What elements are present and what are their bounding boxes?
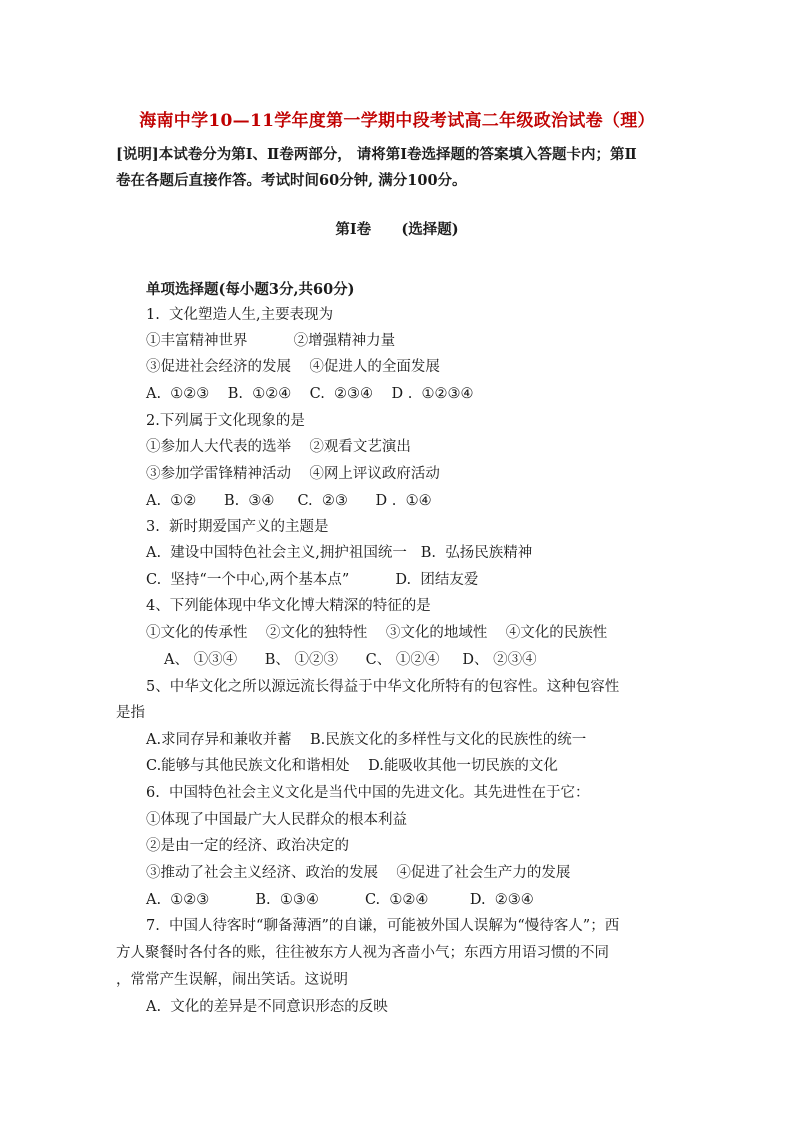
q7-stem-1: 7. 中国人待客时“聊备薄酒”的自谦，可能被外国人误解为“慢待客人”；西 [146,918,620,934]
q5-choices-2: C.能够与其他民族文化和谐相处 D.能吸收其他一切民族的文化 [146,758,558,774]
page-title: 海南中学10—11学年度第一学期中段考试高二年级政治试卷（理） [139,111,655,131]
q6-options-2: ②是由一定的经济、政治决定的 [146,838,349,854]
instructions-line-2: 卷在各题后直接作答。考试时间60分钟, 满分100分。 [116,172,467,189]
q2-choices: A. ①② B. ③④ C. ②③ D . ①④ [146,493,432,509]
instructions-line-1: [说明]本试卷分为第Ⅰ、Ⅱ卷两部分， 请将第Ⅰ卷选择题的答案填入答题卡内；第Ⅱ [116,146,637,163]
q3-choices-1: A. 建设中国特色社会主义,拥护祖国统一 B. 弘扬民族精神 [146,545,533,561]
q3-choices-2: C. 坚持“一个中心,两个基本点” D. 团结友爱 [146,572,479,588]
q2-stem: 2.下列属于文化现象的是 [146,413,305,429]
q4-stem: 4、下列能体现中华文化博大精深的特征的是 [146,598,431,614]
q7-choice-a: A. 文化的差异是不同意识形态的反映 [146,999,388,1015]
q5-choices-1: A.求同存异和兼收并蓄 B.民族文化的多样性与文化的民族性的统一 [146,732,587,748]
exam-instructions [116,142,696,194]
q6-options-1: ①体现了中国最广大人民群众的根本利益 [146,812,407,828]
q7-stem-2: 方人聚餐时各付各的账，往往被东方人视为吝啬小气；东西方用语习惯的不同 [116,945,609,961]
question-heading: 单项选择题(每小题3分,共60分) [146,281,355,298]
q1-stem: 1. 文化塑造人生,主要表现为 [146,307,334,323]
q6-choices: A. ①②③ B. ①③④ C. ①②④ D. ②③④ [146,892,534,908]
q7-stem-3: ，常常产生误解，闹出笑话。这说明 [116,972,348,988]
q5-stem-1: 5、中华文化之所以源远流长得益于中华文化所特有的包容性。这种包容性 [146,679,620,695]
section-title: 第Ⅰ卷 (选择题) [335,221,459,238]
q1-choices: A. ①②③ B. ①②④ C. ②③④ D . ①②③④ [146,386,474,402]
q2-options-1: ①参加人大代表的选举 ②观看文艺演出 [146,439,411,455]
q4-options: ①文化的传承性 ②文化的独特性 ③文化的地域性 ④文化的民族性 [146,625,608,641]
q4-choices: A、 ①③④ B、 ①②③ C、 ①②④ D、 ②③④ [164,652,537,668]
q2-options-2: ③参加学雷锋精神活动 ④网上评议政府活动 [146,466,440,482]
q6-options-3: ③推动了社会主义经济、政治的发展 ④促进了社会生产力的发展 [146,865,571,881]
q3-stem: 3. 新时期爱国产义的主题是 [146,519,329,535]
q6-stem: 6. 中国特色社会主义文化是当代中国的先进文化。其先进性在于它： [146,785,590,801]
q5-stem-2: 是指 [116,705,145,721]
q1-options-1: ①丰富精神世界 ②增强精神力量 [146,333,396,349]
q1-options-2: ③促进社会经济的发展 ④促进人的全面发展 [146,359,440,375]
